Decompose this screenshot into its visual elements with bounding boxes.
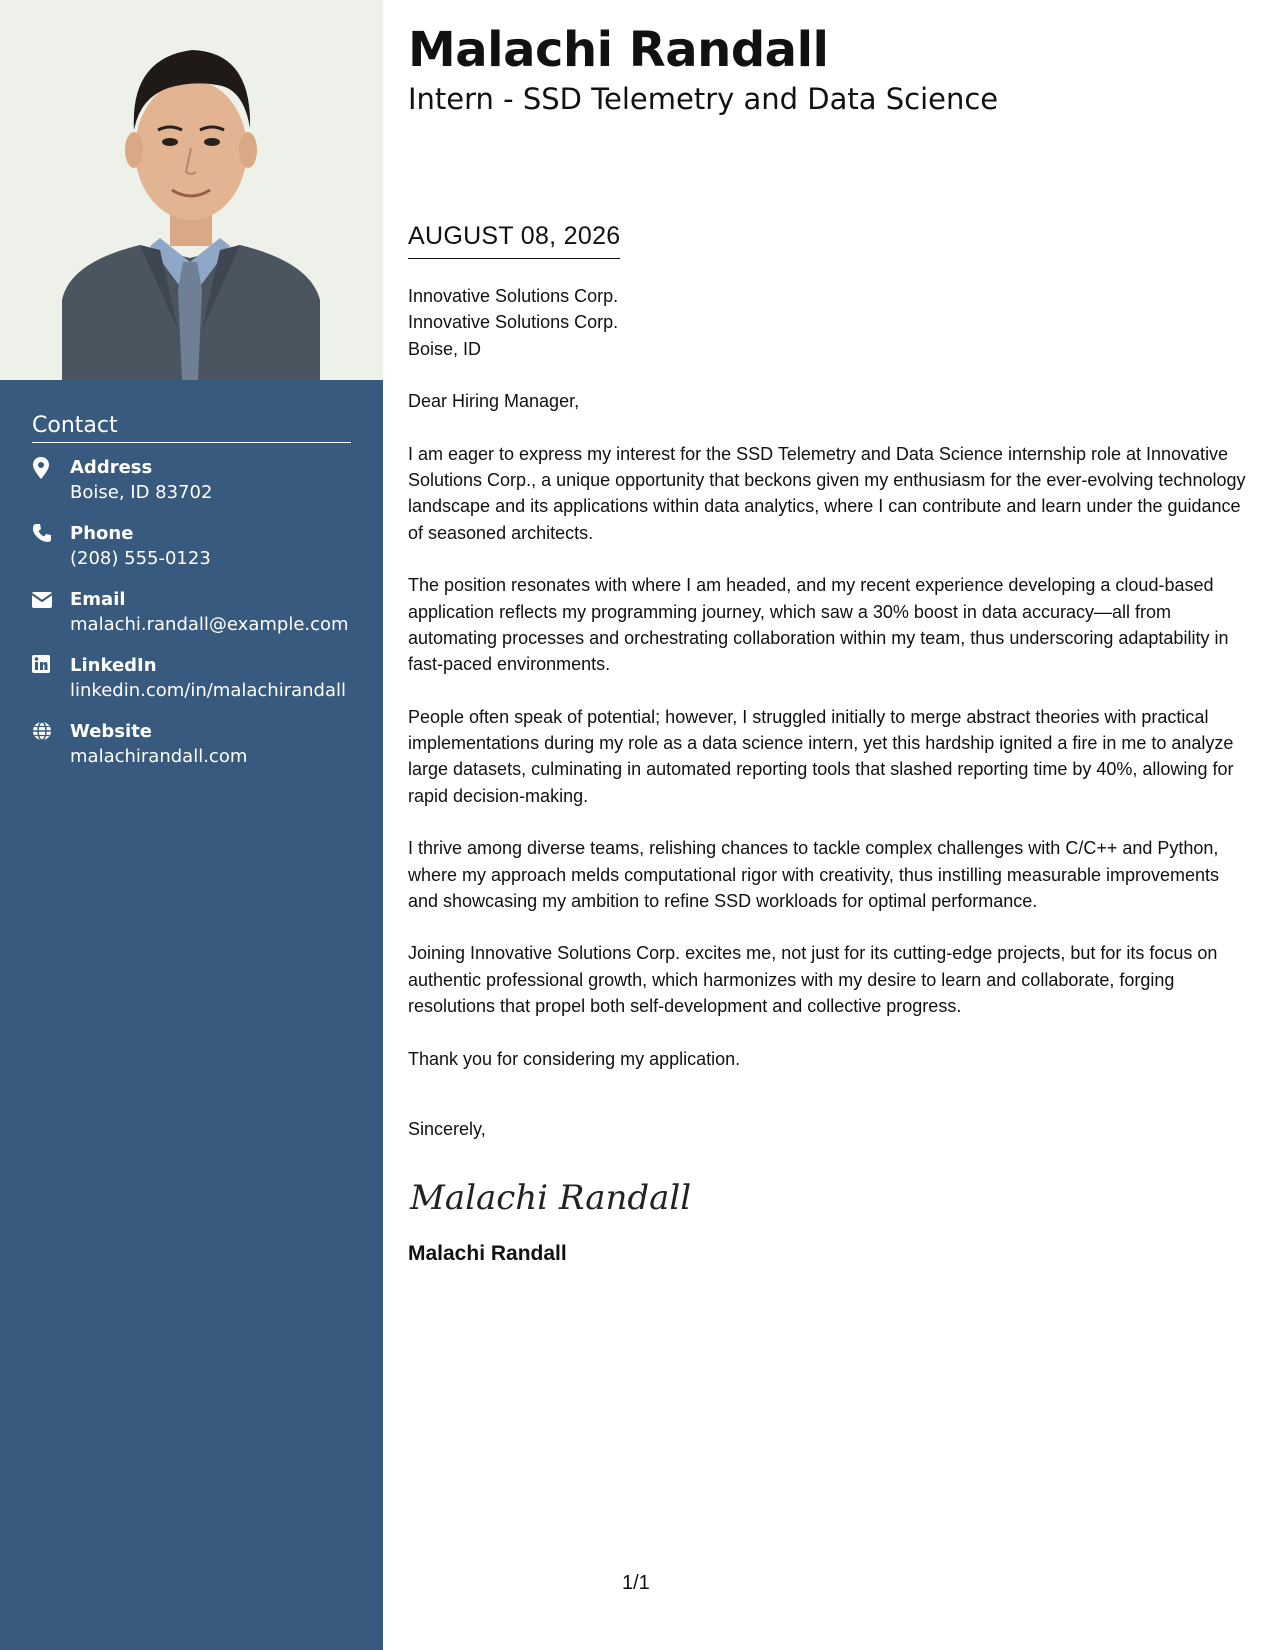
signed-name: Malachi Randall bbox=[408, 1241, 567, 1265]
phone-icon bbox=[32, 521, 70, 571]
signature-image bbox=[408, 1169, 1248, 1225]
contact-label: Email bbox=[70, 589, 126, 610]
sidebar bbox=[0, 0, 383, 1650]
body-paragraph: Thank you for considering my application. bbox=[408, 1048, 741, 1069]
globe-icon bbox=[32, 719, 70, 769]
map-pin-icon bbox=[32, 455, 70, 505]
contact-label: Address bbox=[70, 457, 153, 478]
contact-item-email bbox=[32, 587, 351, 637]
contact-heading: Contact bbox=[32, 413, 351, 443]
linkedin-icon bbox=[32, 653, 70, 703]
contact-item-linkedin bbox=[32, 653, 351, 703]
contact-label: LinkedIn bbox=[70, 655, 157, 676]
profile-photo bbox=[0, 0, 383, 380]
linkedin-value[interactable]: linkedin.com/in/malachirandall bbox=[70, 680, 347, 701]
contact-item-address bbox=[32, 455, 351, 505]
body-paragraph: Joining Innovative Solutions Corp. excites me, not just for its cutting-edge projects, but for its focus on authentic professional growth, which harmonizes with my desire to learn and collaborate, forging resolutions that propel both self-development and collective progress. bbox=[408, 943, 1218, 1017]
contact-item-website bbox=[32, 719, 351, 769]
contact-label: Phone bbox=[70, 523, 134, 544]
job-title: Intern - SSD Telemetry and Data Science bbox=[408, 82, 999, 116]
address-value: Boise, ID 83702 bbox=[70, 482, 213, 503]
contact-item-phone bbox=[32, 521, 351, 571]
applicant-name: Malachi Randall bbox=[408, 22, 829, 78]
phone-value: (208) 555-0123 bbox=[70, 548, 211, 569]
closing: Sincerely, bbox=[408, 1118, 486, 1139]
envelope-icon bbox=[32, 587, 70, 637]
page-number: 1/1 bbox=[622, 1572, 650, 1594]
website-value[interactable]: malachirandall.com bbox=[70, 746, 248, 767]
recipient-line: Innovative Solutions Corp. bbox=[408, 312, 619, 333]
recipient-line: Innovative Solutions Corp. bbox=[408, 286, 619, 306]
contact-label: Website bbox=[70, 721, 153, 742]
recipient-block bbox=[408, 283, 1248, 362]
letter-body bbox=[408, 283, 1248, 1267]
recipient-line: Boise, ID bbox=[408, 338, 482, 359]
signature-text: Malachi Randall bbox=[410, 1177, 692, 1218]
letter-date: AUGUST 08, 2026 bbox=[408, 222, 620, 259]
body-paragraph: The position resonates with where I am headed, and my recent experience developing a cloud-based application reflects my programming journey, which saw a 30% boost in data accuracy—all from automating processes and orchestrating collaboration within my team, thus underscoring adaptability in fast-paced environments. bbox=[408, 575, 1229, 675]
email-value[interactable]: malachi.randall@example.com bbox=[70, 614, 349, 635]
body-paragraph: I am eager to express my interest for the SSD Telemetry and Data Science internship role at Innovative Solutions Corp., a unique opportunity that beckons given my enthusiasm for the ever-evolving technology landscape and its applications within data analytics, where I can contribute and learn under the guidance of seasoned architects. bbox=[408, 443, 1246, 543]
body-paragraph: I thrive among diverse teams, relishing chances to tackle complex challenges with C/C++ and Python, where my approach melds computational rigor with creativity, thus instilling measurable improvements and showcasing my ambition to refine SSD workloads for optimal performance. bbox=[408, 838, 1220, 911]
contact-section bbox=[32, 413, 351, 785]
body-paragraph: People often speak of potential; however, I struggled initially to merge abstract theories with practical implementations during my role as a data science intern, yet this hardship ignited a fire in me to analyze large datasets, culminating in automated reporting tools that slashed reporting time by 40%, allowing for rapid decision-making. bbox=[408, 706, 1234, 806]
salutation: Dear Hiring Manager, bbox=[408, 391, 580, 412]
